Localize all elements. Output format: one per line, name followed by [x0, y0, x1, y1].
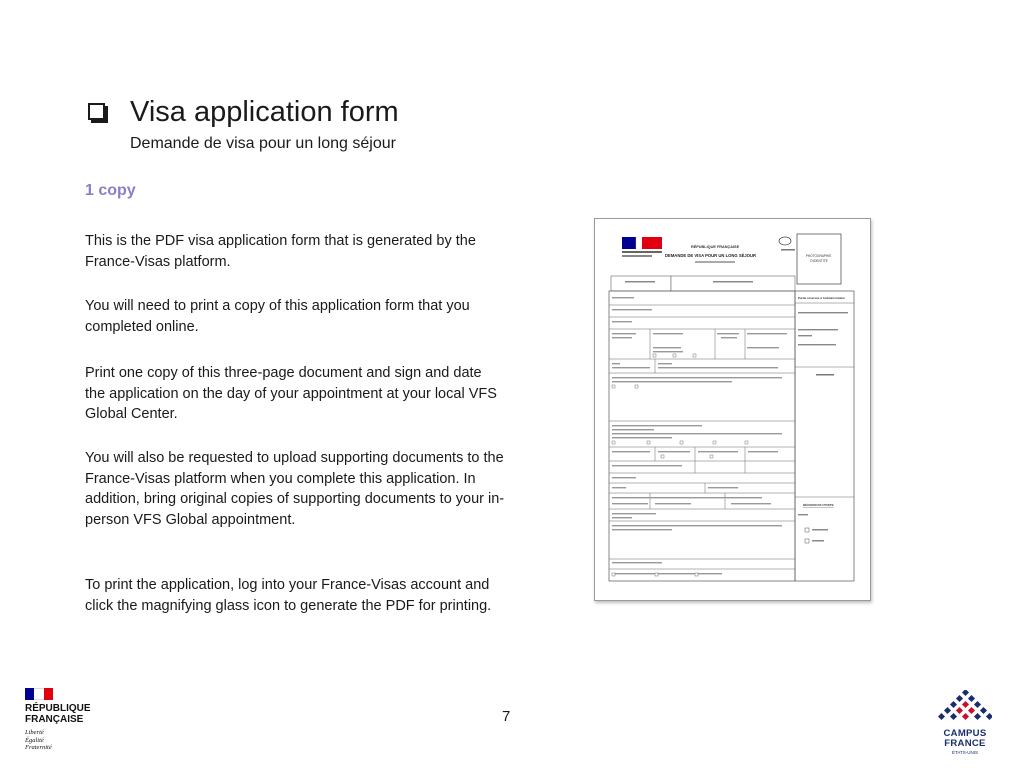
french-flag-icon: [25, 688, 53, 700]
rf-motto-liberte: Liberté: [25, 729, 44, 736]
campus-france-logo: [937, 690, 993, 755]
form-decision-label: DÉCISION DU POSTE: [803, 503, 834, 507]
campus-line2: FRANCE: [944, 738, 986, 749]
paragraph-pdf-form: This is the PDF visa application form that is generated by the France-Visas platform.: [85, 233, 476, 270]
paragraph-print-instructions: To print the application, log into your France-Visas account and click the magnifying glass icon to generate the PDF for printing.: [85, 577, 492, 614]
paragraph-sign-date: Print one copy of this three-page document and sign and date the application on the day of your appointment at your local VFS Global Center.: [85, 365, 497, 422]
campus-sub: ÉTATS-UNIS: [951, 750, 979, 755]
paragraph-supporting-documents: You will also be requested to upload supporting documents to the France-Visas platform when you complete this application. In addition, bring original copies of supporting documents to your in-person VFS Global appointment.: [85, 450, 505, 528]
rf-name-line1: RÉPUBLIQUE: [25, 703, 91, 714]
paragraph-print-copy: You will need to print a copy of this application form that you completed online.: [85, 298, 470, 335]
page-subtitle: Demande de visa pour un long séjour: [130, 135, 396, 152]
form-admin-label: Partie réservée à l'administration: [798, 296, 846, 300]
campus-line1: CAMPUS: [943, 728, 987, 739]
form-header-subtitle: DEMANDE DE VISA POUR UN LONG SÉJOUR: [665, 253, 757, 258]
page-title: Visa application form: [130, 96, 399, 128]
rf-motto-fraternite: Fraternité: [25, 744, 52, 751]
page-number: 7: [502, 708, 511, 725]
rf-motto-egalite: Égalité: [25, 736, 44, 744]
form-header-title: RÉPUBLIQUE FRANÇAISE: [691, 245, 740, 249]
campus-france-diamond-icon: [938, 690, 992, 724]
visa-form-thumbnail: [594, 218, 871, 601]
form-photo-label: PHOTOGRAPHIE D'IDENTITÉ: [805, 254, 832, 263]
title-bullet-checkbox: [88, 103, 105, 120]
copies-label: 1 copy: [85, 182, 136, 199]
republique-francaise-logo: [25, 688, 91, 752]
form-rf-logo: [622, 237, 662, 257]
rf-name-line2: FRANÇAISE: [25, 714, 84, 725]
